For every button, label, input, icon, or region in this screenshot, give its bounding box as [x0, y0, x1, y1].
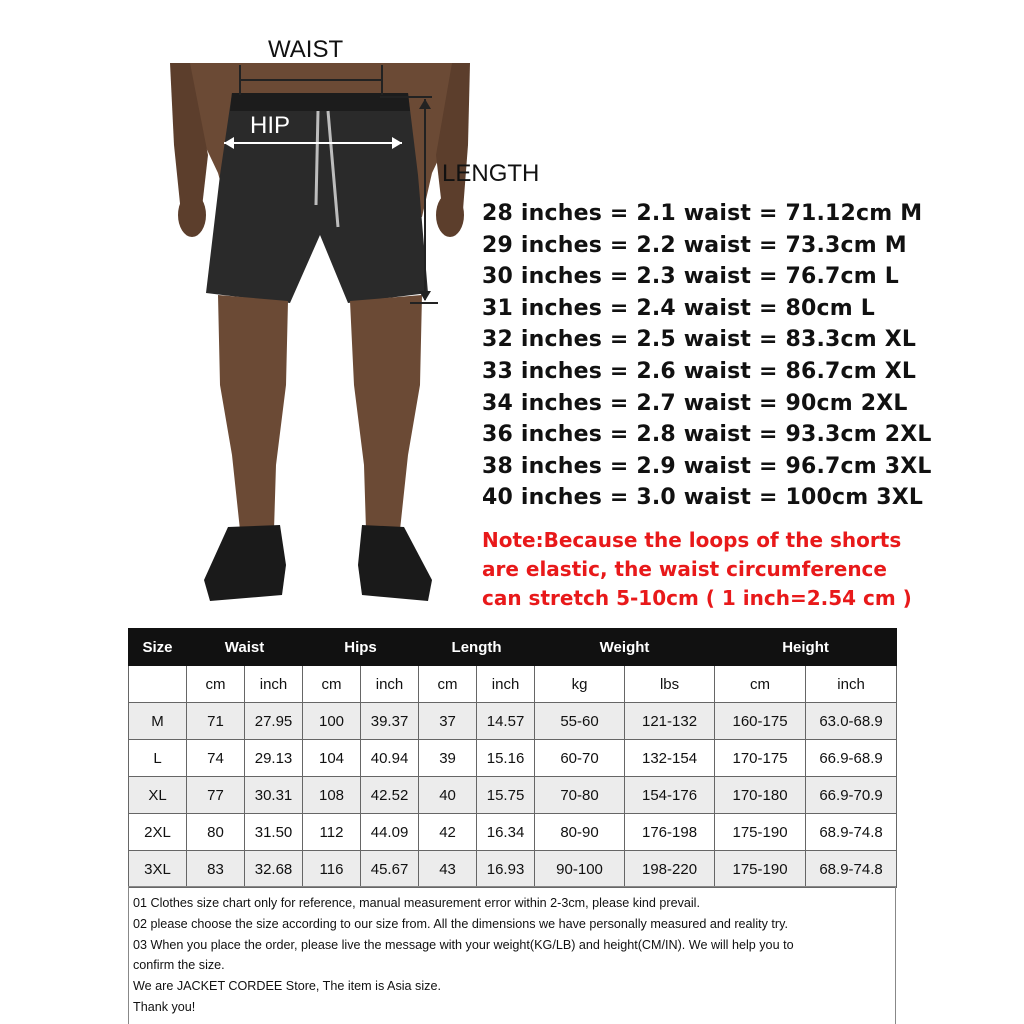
table-cell: 42 — [419, 814, 477, 851]
footnote-line: confirm the size. — [133, 958, 225, 973]
table-cell: 121-132 — [625, 703, 715, 740]
table-cell: 104 — [303, 740, 361, 777]
table-cell: 80-90 — [535, 814, 625, 851]
table-cell: 100 — [303, 703, 361, 740]
table-cell: 175-190 — [715, 851, 806, 888]
table-cell: 27.95 — [245, 703, 303, 740]
conversion-line: 33 inches = 2.6 waist = 86.7cm XL — [482, 358, 917, 384]
table-cell: 68.9-74.8 — [806, 814, 897, 851]
table-cell: 16.93 — [477, 851, 535, 888]
unit-cell: inch — [361, 666, 419, 703]
right-leg — [350, 295, 422, 530]
table-cell: 198-220 — [625, 851, 715, 888]
table-cell: 70-80 — [535, 777, 625, 814]
length-label: LENGTH — [442, 160, 540, 187]
table-cell: 55-60 — [535, 703, 625, 740]
elastic-note — [482, 526, 912, 613]
conversion-line: 29 inches = 2.2 waist = 73.3cm M — [482, 232, 907, 258]
right-shoe — [358, 525, 432, 601]
table-cell: 37 — [419, 703, 477, 740]
unit-cell — [129, 666, 187, 703]
table-cell: 39.37 — [361, 703, 419, 740]
table-cell: 3XL — [129, 851, 187, 888]
table-cell: 30.31 — [245, 777, 303, 814]
table-cell: 132-154 — [625, 740, 715, 777]
conversion-line: 32 inches = 2.5 waist = 83.3cm XL — [482, 327, 917, 353]
footnote-line: Thank you! — [133, 999, 196, 1014]
table-cell: 71 — [187, 703, 245, 740]
unit-cell: inch — [245, 666, 303, 703]
hip-label: HIP — [250, 112, 291, 139]
table-cell: 108 — [303, 777, 361, 814]
size-chart-table — [128, 628, 897, 888]
model-photo — [170, 36, 540, 615]
header-hips: Hips — [303, 629, 419, 666]
left-shoe — [204, 525, 286, 601]
table-cell: 77 — [187, 777, 245, 814]
unit-cell: cm — [303, 666, 361, 703]
table-cell: 160-175 — [715, 703, 806, 740]
header-length: Length — [419, 629, 535, 666]
table-cell: 2XL — [129, 814, 187, 851]
table-cell: 31.50 — [245, 814, 303, 851]
table-cell: 176-198 — [625, 814, 715, 851]
conversion-line: 36 inches = 2.8 waist = 93.3cm 2XL — [482, 422, 932, 448]
table-header-row — [129, 629, 897, 666]
table-cell: 66.9-68.9 — [806, 740, 897, 777]
table-cell: 32.68 — [245, 851, 303, 888]
conversion-line: 38 inches = 2.9 waist = 96.7cm 3XL — [482, 453, 932, 479]
table-cell: L — [129, 740, 187, 777]
waist-label: WAIST — [268, 36, 344, 63]
table-cell: 40 — [419, 777, 477, 814]
conversion-line: 30 inches = 2.3 waist = 76.7cm L — [482, 264, 899, 290]
header-size: Size — [129, 629, 187, 666]
conversion-line: 28 inches = 2.1 waist = 71.12cm M — [482, 201, 923, 226]
table-cell: 80 — [187, 814, 245, 851]
table-cell: 15.16 — [477, 740, 535, 777]
unit-cell: inch — [477, 666, 535, 703]
table-cell: 42.52 — [361, 777, 419, 814]
note-line: can stretch 5-10cm ( 1 inch=2.54 cm ) — [482, 586, 912, 610]
note-line: Note:Because the loops of the shorts — [482, 528, 902, 552]
table-cell: M — [129, 703, 187, 740]
table-cell: 29.13 — [245, 740, 303, 777]
table-cell: 83 — [187, 851, 245, 888]
table-cell: 170-180 — [715, 777, 806, 814]
unit-cell: inch — [806, 666, 897, 703]
unit-cell: lbs — [625, 666, 715, 703]
table-cell: 44.09 — [361, 814, 419, 851]
footnote-line: 03 When you place the order, please live the message with your weight(KG/LB) and height(CM/IN). We will help you to — [133, 937, 794, 952]
table-cell: 43 — [419, 851, 477, 888]
left-leg — [218, 295, 288, 530]
table-cell: 40.94 — [361, 740, 419, 777]
table-row — [129, 851, 897, 888]
table-row — [129, 740, 897, 777]
table-cell: 39 — [419, 740, 477, 777]
note-line: are elastic, the waist circumference — [482, 557, 887, 581]
conversion-line: 40 inches = 3.0 waist = 100cm 3XL — [482, 485, 924, 511]
table-row — [129, 703, 897, 740]
table-row — [129, 814, 897, 851]
table-cell: 63.0-68.9 — [806, 703, 897, 740]
header-waist: Waist — [187, 629, 303, 666]
conversion-line: 31 inches = 2.4 waist = 80cm L — [482, 295, 875, 321]
table-cell: 112 — [303, 814, 361, 851]
header-height: Height — [715, 629, 897, 666]
table-cell: 154-176 — [625, 777, 715, 814]
size-conversion-list — [482, 198, 932, 514]
table-cell: 15.75 — [477, 777, 535, 814]
header-weight: Weight — [535, 629, 715, 666]
table-cell: 90-100 — [535, 851, 625, 888]
footnotes — [128, 886, 896, 1024]
table-row — [129, 777, 897, 814]
table-cell: 60-70 — [535, 740, 625, 777]
table-cell: 14.57 — [477, 703, 535, 740]
table-cell: 74 — [187, 740, 245, 777]
table-cell: XL — [129, 777, 187, 814]
table-cell: 45.67 — [361, 851, 419, 888]
footnote-line: 02 please choose the size according to our size from. All the dimensions we have personally measured and reality try. — [133, 916, 788, 931]
footnote-line: We are JACKET CORDEE Store, The item is Asia size. — [133, 979, 441, 994]
unit-cell: cm — [419, 666, 477, 703]
table-cell: 175-190 — [715, 814, 806, 851]
unit-cell: kg — [535, 666, 625, 703]
table-cell: 16.34 — [477, 814, 535, 851]
unit-cell: cm — [715, 666, 806, 703]
unit-cell: cm — [187, 666, 245, 703]
table-cell: 116 — [303, 851, 361, 888]
conversion-line: 34 inches = 2.7 waist = 90cm 2XL — [482, 390, 908, 416]
table-cell: 68.9-74.8 — [806, 851, 897, 888]
table-cell: 66.9-70.9 — [806, 777, 897, 814]
table-cell: 170-175 — [715, 740, 806, 777]
table-units-row — [129, 666, 897, 703]
footnote-line: 01 Clothes size chart only for reference, manual measurement error within 2-3cm, please kind prevail. — [133, 896, 700, 910]
